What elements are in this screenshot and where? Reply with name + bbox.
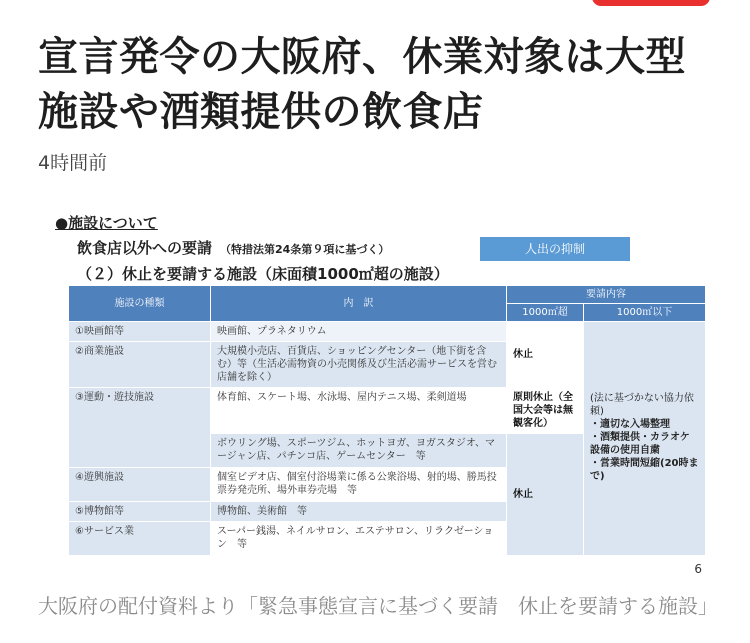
slide-subtitle-main: 飲食店以外への要請 [77,239,213,257]
header-over-1000: 1000㎡超 [507,304,584,322]
row-type: ④遊興施設 [69,468,211,502]
request-over-2: 原則休止（全国大会等は無観客化） [507,388,584,434]
table-header-row [69,286,706,304]
crowd-control-label: 人出の抑制 [480,237,630,261]
row-detail: スーパー銭湯、ネイルサロン、エステサロン、リラクゼーション 等 [211,522,507,556]
table-row [69,322,706,342]
top-action-pill[interactable] [592,0,710,6]
slide-page-number: 6 [694,562,702,576]
header-request: 要請内容 [507,286,706,304]
request-under-intro: (法に基づかない協力依頼) [590,393,694,417]
slide-subtitle-2: （２）休止を要請する施設（床面積1000㎡超の施設） [77,265,449,283]
row-detail: 博物館、美術館 等 [211,502,507,522]
request-under [584,322,706,556]
request-under-item: ・酒類提供・カラオケ設備の使用自粛 [590,432,690,456]
header-under-1000: 1000㎡以下 [584,304,706,322]
slide-subtitle [77,237,389,258]
row-detail: ボウリング場、スポーツジム、ホットヨガ、ヨガスタジオ、マージャン店、パチンコ店、ゲームセンター 等 [211,434,507,468]
row-type: ⑤博物館等 [69,502,211,522]
header-type: 施設の種類 [69,286,211,322]
row-detail: 大規模小売店、百貨店、ショッピングセンター（地下街を含む）等（生活必需物資の小売関係及び生活必需サービスを営む店舗を除く） [211,342,507,388]
request-over-3: 休止 [507,434,584,556]
row-detail: 体育館、スケート場、水泳場、屋内テニス場、柔剣道場 [211,388,507,434]
article-slide-image [55,210,710,578]
header-content: 内 訳 [211,286,507,322]
request-under-item: ・営業時間短縮(20時まで) [590,458,699,482]
row-detail: 映画館、プラネタリウム [211,322,507,342]
row-detail: 個室ビデオ店、個室付浴場業に係る公衆浴場、射的場、勝馬投票券発売所、場外車券売場 等 [211,468,507,502]
article-timestamp: 4時間前 [38,152,108,174]
request-under-item: ・適切な入場整理 [590,419,670,430]
slide-section-title: ●施設について [55,214,158,232]
request-over-1: 休止 [507,322,584,388]
facility-table [68,285,706,556]
slide-subtitle-note: （特措法第24条第９項に基づく） [220,243,390,256]
row-type: ③運動・遊技施設 [69,388,211,468]
article-headline: 宣言発令の大阪府、休業対象は大型施設や酒類提供の飲食店 [38,34,686,135]
row-type: ⑥サービス業 [69,522,211,556]
image-caption: 大阪府の配付資料より「緊急事態宣言に基づく要請 休止を要請する施設」 [38,594,718,618]
row-type: ②商業施設 [69,342,211,388]
row-type: ①映画館等 [69,322,211,342]
